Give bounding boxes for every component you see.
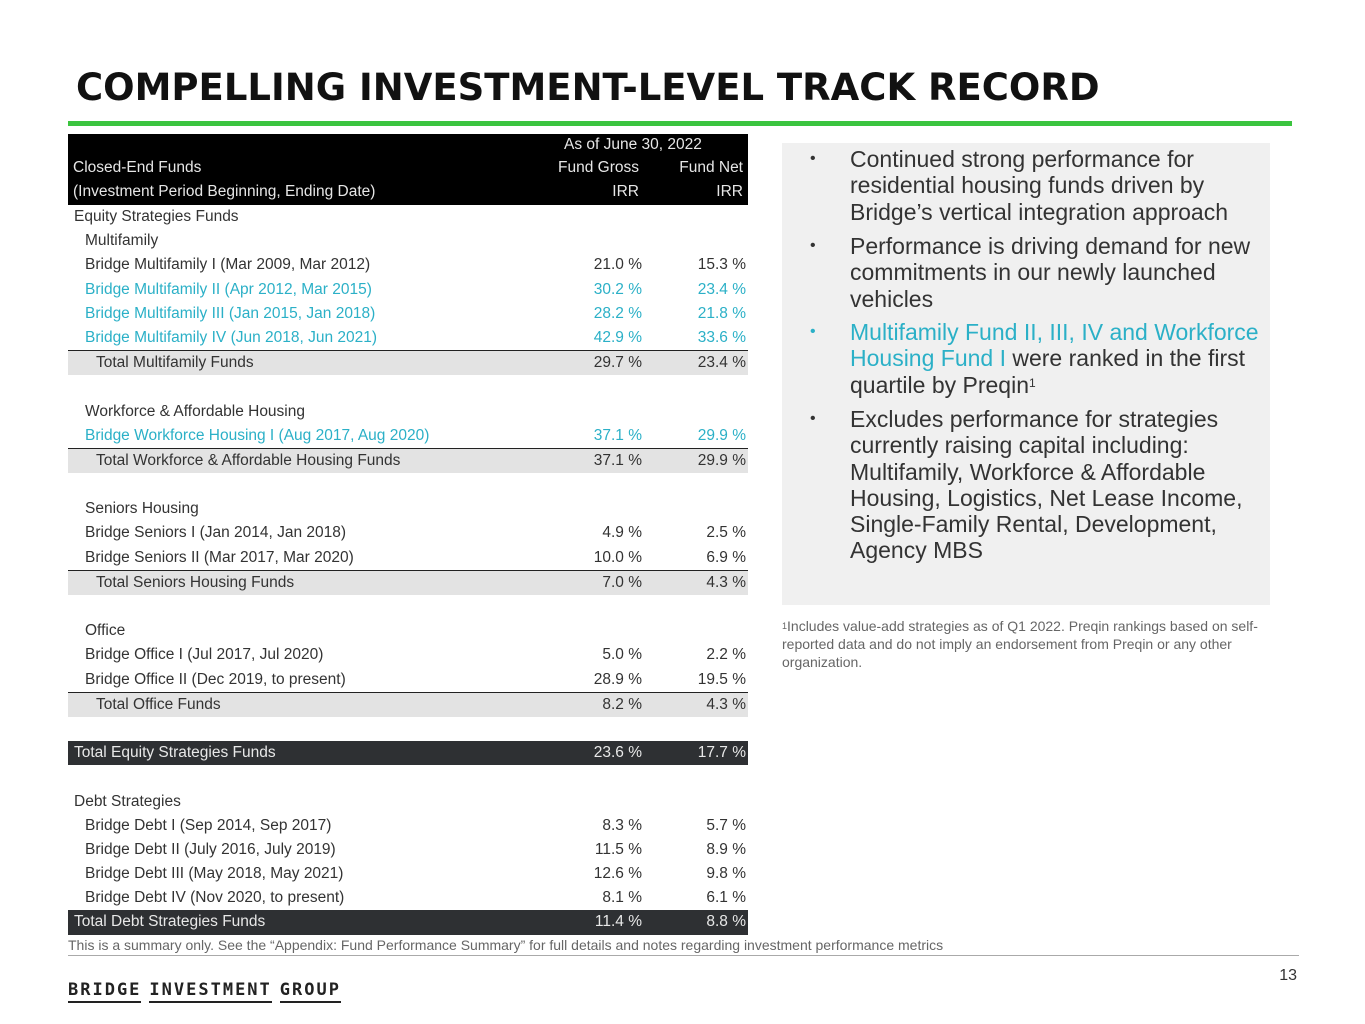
fund-name-cell: Workforce & Affordable Housing	[85, 402, 305, 420]
net-irr-cell: 29.9 %	[697, 451, 746, 469]
net-irr-cell: 23.4 %	[697, 354, 746, 372]
table-row	[68, 862, 748, 886]
fund-name-cell: Bridge Seniors I (Jan 2014, Jan 2018)	[85, 524, 347, 542]
footnote	[782, 617, 1272, 671]
bullet-dot-icon: •	[810, 237, 816, 254]
net-irr-cell: 9.8 %	[706, 865, 746, 883]
net-irr-cell: 17.7 %	[697, 744, 746, 762]
ranked-funds-highlight: Multifamily Fund II, III, IV and Workforce Housing Fund I	[850, 319, 1259, 372]
key-points-box	[782, 143, 1270, 605]
fund-name-cell: Seniors Housing	[85, 500, 199, 518]
title-underline	[68, 121, 1292, 126]
company-logo	[68, 980, 349, 1000]
net-irr-cell: 6.1 %	[706, 889, 746, 907]
gross-irr-cell: 21.0 %	[593, 256, 642, 274]
fund-name-cell: Bridge Seniors II (Mar 2017, Mar 2020)	[85, 548, 354, 566]
table-row	[68, 886, 748, 910]
table-row	[68, 375, 748, 399]
fund-name-cell: Total Seniors Housing Funds	[96, 573, 295, 591]
gross-irr-cell: 23.6 %	[593, 744, 642, 762]
net-irr-cell: 29.9 %	[697, 426, 746, 444]
fund-name-cell: Bridge Multifamily IV (Jun 2018, Jun 2021)	[85, 328, 378, 346]
gross-irr-cell: 28.9 %	[593, 670, 642, 688]
table-row	[68, 765, 748, 789]
table-row	[68, 278, 748, 302]
fund-name-cell: Bridge Office I (Jul 2017, Jul 2020)	[85, 646, 324, 664]
fund-name-cell: Bridge Office II (Dec 2019, to present)	[85, 670, 346, 688]
table-row	[68, 350, 748, 375]
fund-name-cell: Bridge Debt IV (Nov 2020, to present)	[85, 889, 345, 907]
table-row	[68, 570, 748, 595]
bullet-text: Excludes performance for strategies currently raising capital including: Multifamily, Workforce & Affordable Housing, Logistics, Net Lease Income, Single-Family Rental, Development, Agency MBS	[850, 406, 1243, 564]
table-row	[68, 400, 748, 424]
fund-name-cell: Bridge Workforce Housing I (Aug 2017, Aug 2020)	[85, 426, 430, 444]
table-row	[68, 546, 748, 570]
gross-irr-cell: 8.2 %	[602, 695, 642, 713]
table-row	[68, 302, 748, 326]
gross-irr-cell: 28.2 %	[593, 304, 642, 322]
gross-irr-cell: 11.5 %	[594, 840, 642, 858]
bullet-text: Continued strong performance for residential housing funds driven by Bridge’s vertical integration approach	[850, 146, 1229, 225]
as-of-date: As of June 30, 2022	[564, 136, 702, 153]
table-row	[68, 692, 748, 717]
fund-name-cell: Total Multifamily Funds	[96, 354, 254, 372]
net-irr-cell: 33.6 %	[697, 328, 746, 346]
net-irr-cell: 8.9 %	[706, 840, 746, 858]
fund-name-cell: Total Office Funds	[96, 695, 221, 713]
net-irr-cell: 23.4 %	[697, 280, 746, 298]
table-row	[68, 229, 748, 253]
table-row	[68, 448, 748, 473]
table-row	[68, 838, 748, 862]
gross-irr-cell: 37.1 %	[593, 451, 642, 469]
fund-name-cell: Bridge Multifamily II (Apr 2012, Mar 2015)	[85, 280, 372, 298]
logo-word: INVESTMENT	[149, 980, 271, 1003]
net-irr-cell: 19.5 %	[697, 670, 746, 688]
bullet-dot-icon: •	[810, 410, 816, 427]
header-net-2: IRR	[716, 183, 743, 200]
header-gross-2: IRR	[612, 183, 639, 200]
fund-name-cell: Bridge Multifamily III (Jan 2015, Jan 2018)	[85, 304, 376, 322]
net-irr-cell: 5.7 %	[706, 816, 746, 834]
gross-irr-cell: 37.1 %	[593, 426, 642, 444]
header-gross-1: Fund Gross	[558, 159, 639, 176]
page-number: 13	[1279, 967, 1297, 984]
gross-irr-cell: 42.9 %	[593, 328, 642, 346]
bullet-text	[850, 319, 1262, 398]
ranked-funds-text: were ranked in the first quartile by Preqin	[850, 345, 1246, 398]
table-row	[68, 521, 748, 545]
table-row	[68, 326, 748, 350]
table-row	[68, 790, 748, 814]
fund-name-cell: Debt Strategies	[74, 792, 181, 810]
header-net-1: Fund Net	[679, 159, 743, 176]
table-row	[68, 205, 748, 229]
bullet-dot-icon: •	[810, 323, 816, 340]
fund-name-cell: Office	[85, 622, 126, 640]
fund-name-cell: Total Debt Strategies Funds	[74, 913, 266, 931]
fund-name-cell: Bridge Multifamily I (Mar 2009, Mar 2012)	[85, 256, 371, 274]
table-row	[68, 741, 748, 765]
summary-disclaimer: This is a summary only. See the “Appendix: Fund Performance Summary” for full details and notes regarding investment performance metrics	[68, 937, 944, 953]
gross-irr-cell: 29.7 %	[593, 354, 642, 372]
net-irr-cell: 21.8 %	[697, 304, 746, 322]
net-irr-cell: 6.9 %	[706, 548, 746, 566]
footnote-marker: 1	[782, 621, 788, 631]
net-irr-cell: 4.3 %	[706, 695, 746, 713]
page-title: COMPELLING INVESTMENT-LEVEL TRACK RECORD	[76, 66, 1100, 109]
table-row	[68, 253, 748, 277]
logo-word: GROUP	[280, 980, 341, 1003]
net-irr-cell: 15.3 %	[697, 256, 746, 274]
table-row	[68, 619, 748, 643]
table-row	[68, 424, 748, 448]
fund-performance-table	[68, 134, 748, 935]
gross-irr-cell: 11.4 %	[594, 913, 642, 931]
fund-name-cell: Multifamily	[85, 232, 159, 250]
table-row	[68, 717, 748, 741]
gross-irr-cell: 8.3 %	[602, 816, 642, 834]
table-row	[68, 668, 748, 692]
net-irr-cell: 4.3 %	[706, 573, 746, 591]
gross-irr-cell: 5.0 %	[602, 646, 642, 664]
table-header	[68, 134, 748, 205]
gross-irr-cell: 4.9 %	[602, 524, 642, 542]
bullet-dot-icon: •	[810, 150, 816, 167]
table-row	[68, 473, 748, 497]
fund-name-cell: Equity Strategies Funds	[74, 208, 239, 225]
fund-name-cell: Total Equity Strategies Funds	[74, 744, 276, 762]
footer-divider	[68, 955, 1299, 956]
header-period-note: (Investment Period Beginning, Ending Date)	[73, 183, 376, 200]
fund-name-cell: Bridge Debt I (Sep 2014, Sep 2017)	[85, 816, 332, 834]
header-closed-end-funds: Closed-End Funds	[73, 159, 202, 176]
fund-name-cell: Bridge Debt III (May 2018, May 2021)	[85, 865, 344, 883]
net-irr-cell: 2.5 %	[706, 524, 746, 542]
gross-irr-cell: 8.1 %	[602, 889, 642, 907]
gross-irr-cell: 12.6 %	[593, 865, 642, 883]
logo-word: BRIDGE	[68, 980, 141, 1003]
fund-name-cell: Total Workforce & Affordable Housing Funds	[96, 451, 401, 469]
footnote-text: Includes value-add strategies as of Q1 2022. Preqin rankings based on self-reported data and do not imply an endorsement from Preqin or any other organization.	[782, 618, 1258, 670]
gross-irr-cell: 10.0 %	[593, 548, 642, 566]
table-row	[68, 643, 748, 667]
table-row	[68, 814, 748, 838]
table-row	[68, 497, 748, 521]
net-irr-cell: 8.8 %	[706, 913, 746, 931]
gross-irr-cell: 30.2 %	[593, 280, 642, 298]
table-row	[68, 910, 748, 934]
net-irr-cell: 2.2 %	[706, 646, 746, 664]
table-row	[68, 595, 748, 619]
fund-name-cell: Bridge Debt II (July 2016, July 2019)	[85, 840, 336, 858]
table-body	[68, 205, 748, 935]
gross-irr-cell: 7.0 %	[602, 573, 642, 591]
bullet-text: Performance is driving demand for new commitments in our newly launched vehicles	[850, 233, 1251, 312]
footnote-ref: 1	[1029, 375, 1036, 390]
